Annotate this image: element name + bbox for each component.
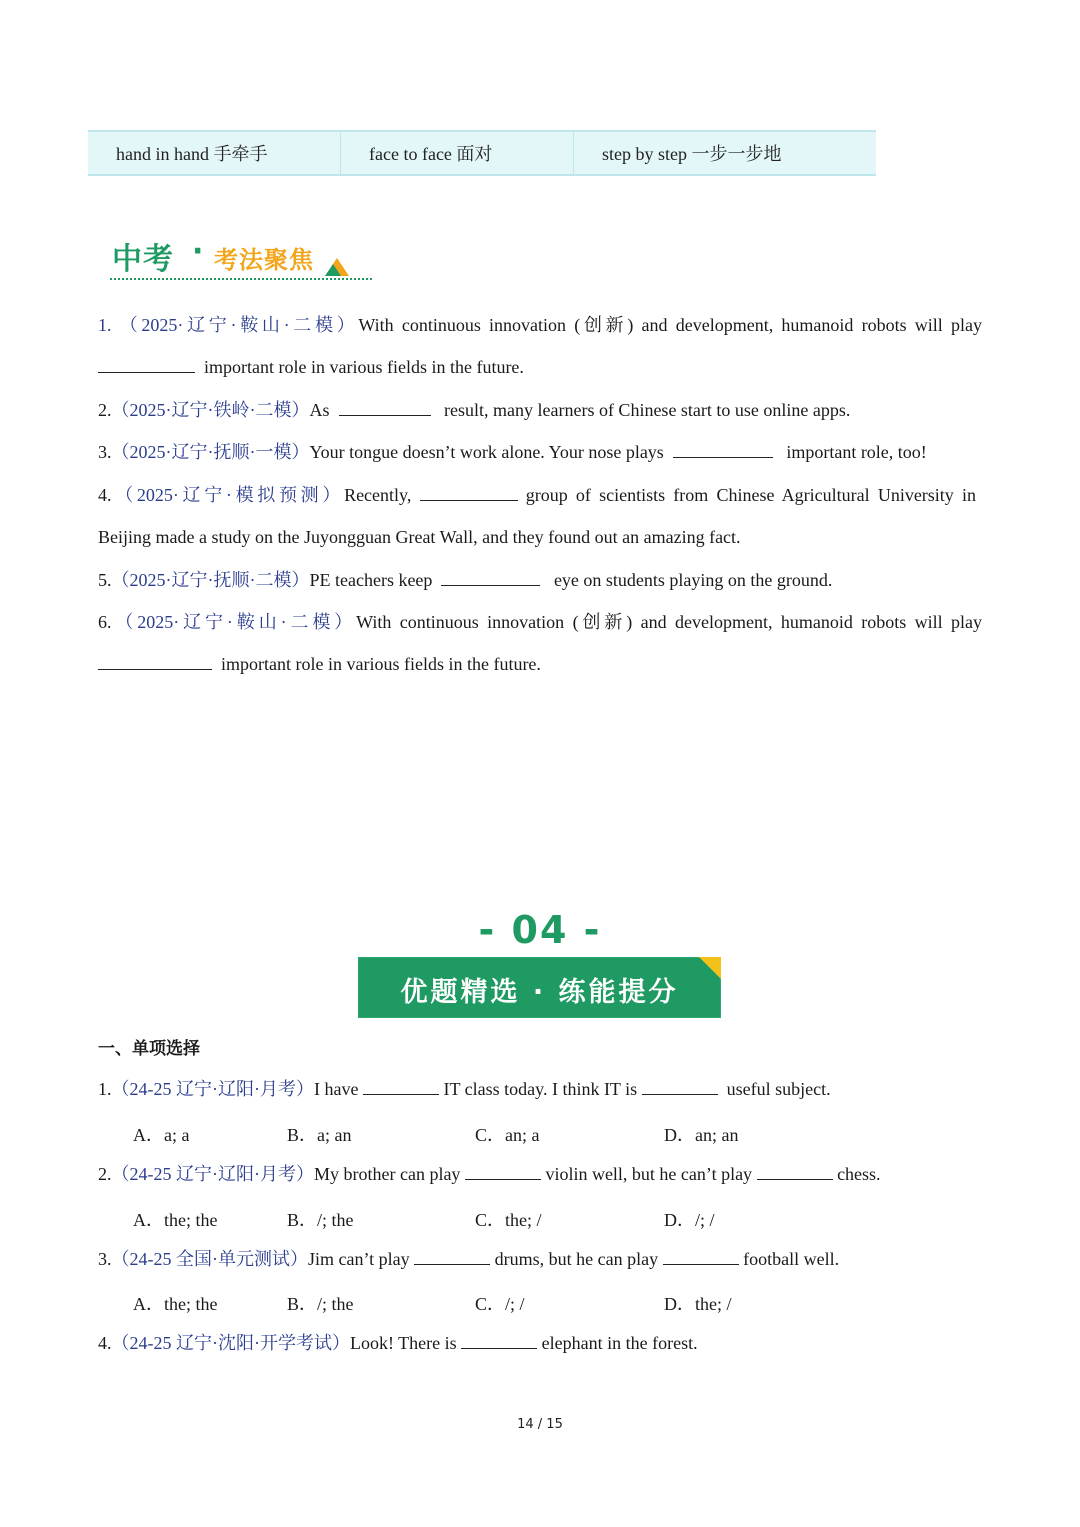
answer-blank[interactable] [757,1165,833,1180]
question-text: Beijing made a study on the Juyongguan Great Wall, and they found out an amazing fact. [98,527,741,547]
heading-main: 中考 [112,242,174,277]
question-text: With continuous innovation (创新) and development, humanoid robots will play [356,612,982,632]
question-source: （2025·辽宁·铁岭·二模） [111,400,310,420]
question-text: elephant in the forest. [541,1333,698,1353]
option-c[interactable]: C．/; / [475,1294,525,1314]
answer-blank[interactable] [339,401,431,416]
question-text: eye on students playing on the ground. [553,570,833,590]
option-b[interactable]: B．/; the [287,1210,354,1230]
question-text: IT class today. I think IT is [443,1079,638,1099]
question-6-line2 [98,653,988,675]
question-source: （24-25 辽宁·辽阳·月考） [111,1164,314,1184]
part-title: 一、单项选择 [98,1039,200,1059]
question-text: important role, too! [786,442,927,462]
page-number: 14 / 15 [517,1417,563,1432]
answer-blank[interactable] [465,1165,541,1180]
option-b[interactable]: B．/; the [287,1294,354,1314]
corner-fold-icon [699,957,721,979]
heading-dot: · [192,234,204,269]
option-a[interactable]: A．a; a [133,1125,190,1145]
option-c[interactable]: C．an; a [475,1125,540,1145]
question-text: I have [313,1079,359,1099]
question-number: 2. [98,400,112,420]
answer-blank[interactable] [98,358,195,373]
option-a[interactable]: A．the; the [133,1210,218,1230]
phrase-table [88,130,876,176]
answer-blank[interactable] [663,1250,739,1265]
question-source: （2025·辽宁·鞍山·二模） [119,315,359,335]
phrase-cell: step by step 一步一步地 [602,144,782,164]
answer-blank[interactable] [420,486,518,501]
question-1-line2 [98,356,988,378]
answer-blank[interactable] [673,443,773,458]
question-text: With continuous innovation (创新) and development, humanoid robots will play [358,315,982,335]
question-text: Look! There is [349,1333,457,1353]
question-source: （2025·辽宁·模拟预测） [111,485,345,505]
answer-blank[interactable] [461,1334,537,1349]
option-d[interactable]: D．an; an [664,1125,739,1145]
question-number: 4. [98,1333,112,1353]
question-number: 1. [98,1079,112,1099]
question-2 [98,399,988,421]
question-text: PE teachers keep [309,570,433,590]
section-heading [110,232,375,284]
option-d[interactable]: D．/; / [664,1210,715,1230]
question-source: （2025·辽宁·抚顺·二模） [111,570,310,590]
heading-sub: 考法聚焦 [214,246,314,274]
answer-blank[interactable] [363,1080,439,1095]
option-c[interactable]: C．the; / [475,1210,542,1230]
question-text: chess. [837,1164,881,1184]
option-a[interactable]: A．the; the [133,1294,218,1314]
question-source: （2025·辽宁·鞍山·二模） [111,612,357,632]
question-number: 1. [98,315,112,335]
option-b[interactable]: B．a; an [287,1125,352,1145]
option-d[interactable]: D．the; / [664,1294,732,1314]
mc-question-4 [98,1332,988,1354]
question-4 [98,484,988,506]
question-text: useful subject. [726,1079,831,1099]
question-text: important role in various fields in the future. [221,654,541,674]
question-source: （24-25 全国·单元测试） [111,1249,308,1269]
answer-blank[interactable] [98,655,212,670]
answer-blank[interactable] [414,1250,490,1265]
question-text: drums, but he can play [494,1249,659,1269]
phrase-cell: hand in hand 手牵手 [88,132,341,174]
question-text: football well. [743,1249,840,1269]
question-text: important role in various fields in the future. [204,357,524,377]
question-5 [98,569,988,591]
triangle-decoration-icon [324,256,350,278]
banner-title: 优题精选 · 练能提分 [400,977,679,1008]
heading-underline [110,278,372,280]
phrase-cell: face to face 面对 [341,132,574,174]
question-number: 3. [98,1249,112,1269]
section-number: - 04 - [478,908,602,952]
question-number: 6. [98,612,112,632]
question-source: （24-25 辽宁·辽阳·月考） [111,1079,314,1099]
answer-blank[interactable] [441,571,540,586]
question-1 [98,314,988,336]
question-text: As [309,400,330,420]
question-text: Jim can’t play [308,1249,410,1269]
question-3 [98,441,988,463]
mc-question-3 [98,1248,988,1270]
answer-blank[interactable] [642,1080,718,1095]
question-number: 4. [98,485,112,505]
question-number: 5. [98,570,112,590]
mc-question-1 [98,1078,988,1100]
question-text: Recently, [344,485,412,505]
question-4-line2 [98,526,988,548]
question-text: My brother can play [313,1164,461,1184]
question-source: （2025·辽宁·抚顺·一模） [111,442,310,462]
question-text: result, many learners of Chinese start to use online apps. [444,400,851,420]
question-number: 2. [98,1164,112,1184]
question-source: （24-25 辽宁·沈阳·开学考试） [111,1333,350,1353]
question-text: violin well, but he can’t play [545,1164,753,1184]
section-banner [358,957,721,1018]
question-number: 3. [98,442,112,462]
mc-question-2 [98,1163,988,1185]
question-text: Your tongue doesn’t work alone. Your nose plays [309,442,664,462]
question-text: group of scientists from Chinese Agricultural University in [525,485,976,505]
question-6 [98,611,988,633]
